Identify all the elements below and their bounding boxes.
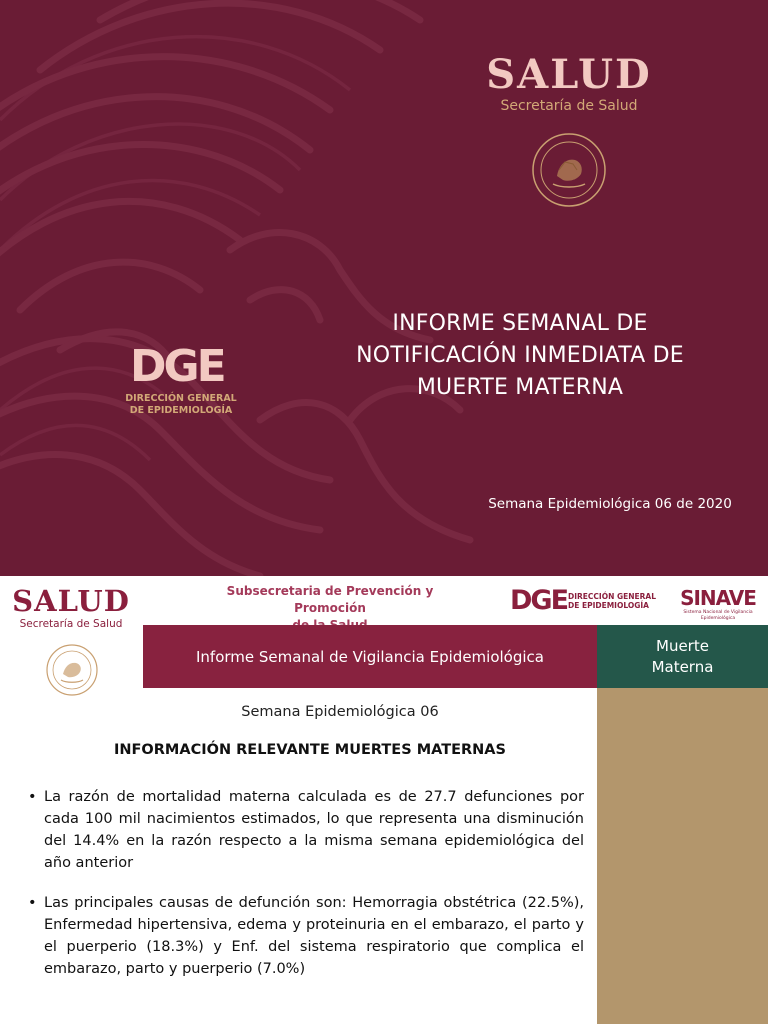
bullet-list — [28, 786, 584, 998]
salud-logo — [474, 52, 664, 114]
section-heading: INFORMACIÓN RELEVANTE MUERTES MATERNAS — [114, 742, 506, 758]
dge-name-line2: DE EPIDEMIOLOGÍA — [129, 405, 233, 416]
cover-week: Semana Epidemiológica 06 de 2020 — [488, 496, 732, 512]
cover-title — [330, 308, 710, 404]
dge-logo-small — [510, 586, 660, 618]
salud-logo-small — [4, 584, 138, 630]
topic-tag-line2: Materna — [651, 657, 714, 676]
salud-subtitle: Secretaría de Salud — [500, 98, 638, 114]
mexico-seal-small-icon — [44, 642, 100, 698]
dge-small-line1: DIRECCIÓN GENERAL — [568, 592, 657, 601]
bullet-text: La razón de mortalidad materna calculada es de 27.7 defunciones por cada 100 mil nacimientos estimados, lo que representa una disminución del 14.4% en la razón respecto a la misma semana epidemiológica del año anterior — [44, 789, 584, 871]
list-item — [28, 892, 584, 980]
report-week: Semana Epidemiológica 06 — [241, 704, 439, 720]
side-accent-bar — [597, 688, 768, 1024]
dge-name — [116, 393, 246, 417]
sinave-wordmark: SINAVE — [680, 586, 756, 610]
mexico-seal-icon — [529, 130, 609, 210]
bullet-text: Las principales causas de defunción son: Hemorragia obstétrica (22.5%), Enfermedad hipertensiva, edema y proteinuria en el embarazo, el parto y el puerperio (18.3%) y Enf. del sistema respiratorio que complica el embarazo, parto y puerperio (7.0%) — [44, 895, 584, 977]
bullet-marker: • — [28, 895, 37, 911]
report-slide — [0, 576, 768, 1024]
dge-wordmark: DGE — [130, 341, 224, 392]
cover-title-line2: NOTIFICACIÓN INMEDIATA DE — [356, 343, 684, 368]
bullet-marker: • — [28, 789, 37, 805]
topic-tag — [597, 625, 768, 688]
dge-name-line1: DIRECCIÓN GENERAL — [125, 393, 237, 404]
report-banner: Informe Semanal de Vigilancia Epidemiológica — [143, 625, 597, 688]
topic-tag-line1: Muerte — [656, 636, 709, 655]
salud-subtitle-small: Secretaría de Salud — [19, 618, 123, 630]
sinave-subtitle: Sistema Nacional de Vigilancia Epidemiológica — [683, 610, 753, 621]
salud-wordmark: SALUD — [486, 51, 652, 98]
sinave-logo — [672, 586, 764, 626]
dge-small-line2: DE EPIDEMIOLOGÍA — [568, 601, 649, 610]
cover-title-line1: INFORME SEMANAL DE — [392, 311, 648, 336]
cover-title-line3: MUERTE MATERNA — [416, 375, 624, 400]
list-item — [28, 786, 584, 874]
dge-name-small — [568, 592, 668, 610]
dge-logo — [116, 341, 256, 416]
dge-wordmark-small: DGE — [510, 585, 568, 616]
salud-wordmark-small: SALUD — [12, 584, 130, 618]
subsecretaria-line1: Subsecretaria de Prevención y Promoción — [226, 584, 434, 615]
